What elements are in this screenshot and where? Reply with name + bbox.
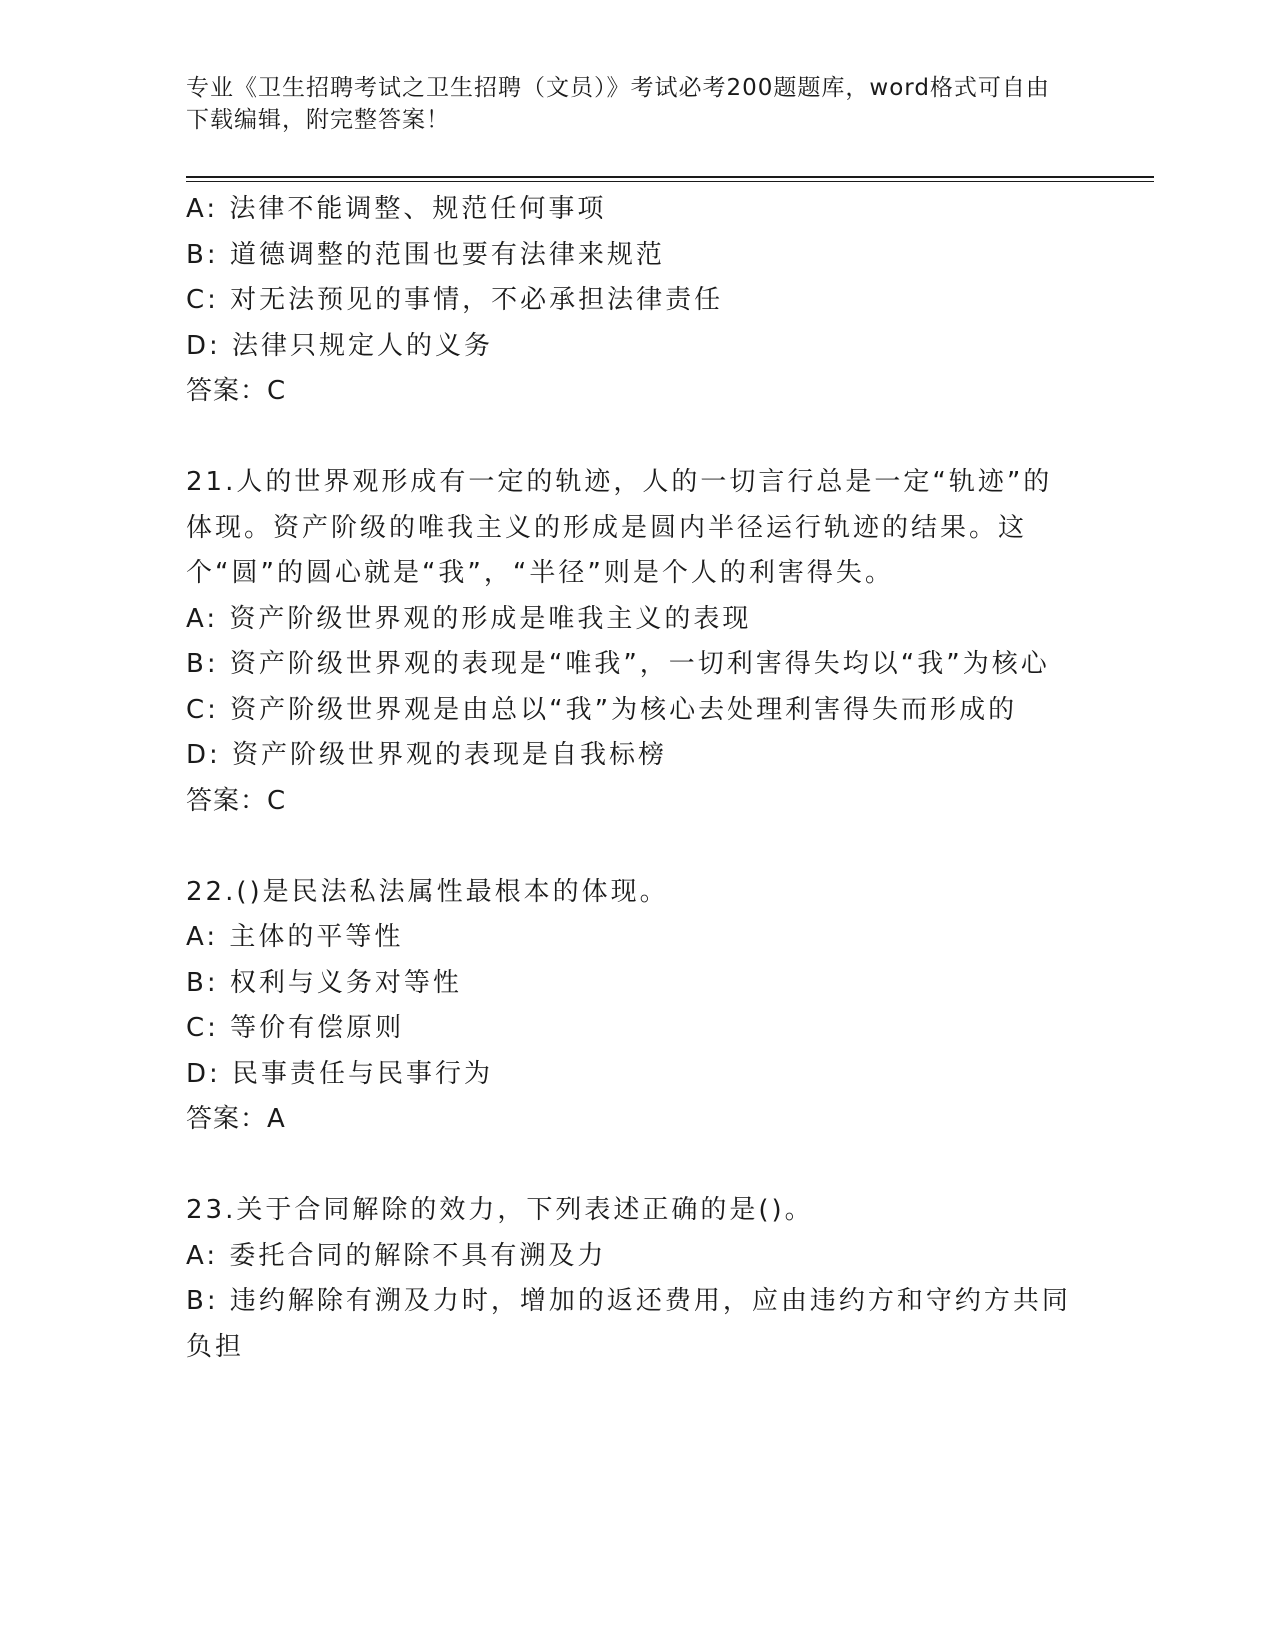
option-b: B: 权利与义务对等性 xyxy=(186,967,462,998)
option-d: D: 资产阶级世界观的表现是自我标榜 xyxy=(186,740,668,770)
option-d: D: 法律只规定人的义务 xyxy=(186,330,494,361)
option-c: C: 资产阶级世界观是由总以“我”为核心去处理利害得失而形成的 xyxy=(186,694,1018,725)
option-a: A: 资产阶级世界观的形成是唯我主义的表现 xyxy=(186,603,752,634)
answer: 答案：C xyxy=(186,785,287,816)
spacer xyxy=(186,1143,1076,1189)
question-text: 23.关于合同解除的效力，下列表述正确的是()。 xyxy=(186,1195,814,1225)
option-b: B: 道德调整的范围也要有法律来规范 xyxy=(186,239,665,270)
option-b: B: 资产阶级世界观的表现是“唯我”，一切利害得失均以“我”为核心 xyxy=(186,649,1050,679)
option-b: B: 违约解除有溯及力时，增加的返还费用，应由违约方和守约方共同负担 xyxy=(186,1286,1071,1362)
document-header: 专业《卫生招聘考试之卫生招聘（文员）》考试必考200题题库，word格式可自由下载编辑，附完整答案！ xyxy=(186,75,1050,133)
answer: 答案：C xyxy=(186,376,287,406)
spacer xyxy=(186,824,1076,870)
answer: 答案：A xyxy=(186,1104,286,1134)
spacer xyxy=(186,415,1076,461)
question-text: 21.人的世界观形成有一定的轨迹，人的一切言行总是一定“轨迹”的体现。资产阶级的唯我主义的形成是圆内半径运行轨迹的结果。这个“圆”的圆心就是“我”，“半径”则是个人的利害得失。 xyxy=(186,467,1053,588)
question-20-options xyxy=(186,187,1076,415)
question-22 xyxy=(186,870,1076,1143)
option-c: C: 对无法预见的事情，不必承担法律责任 xyxy=(186,285,724,315)
header-rule-thin xyxy=(186,181,1154,182)
option-a: A: 委托合同的解除不具有溯及力 xyxy=(186,1240,607,1271)
option-a: A: 法律不能调整、规范任何事项 xyxy=(186,194,607,224)
question-23 xyxy=(186,1188,1076,1370)
option-c: C: 等价有偿原则 xyxy=(186,1013,405,1043)
question-21 xyxy=(186,460,1076,824)
header-rule-thick xyxy=(186,176,1154,178)
question-text: 22.()是民法私法属性最根本的体现。 xyxy=(186,876,669,907)
option-a: A: 主体的平等性 xyxy=(186,922,404,952)
option-d: D: 民事责任与民事行为 xyxy=(186,1058,494,1089)
document-content xyxy=(186,187,1076,1370)
